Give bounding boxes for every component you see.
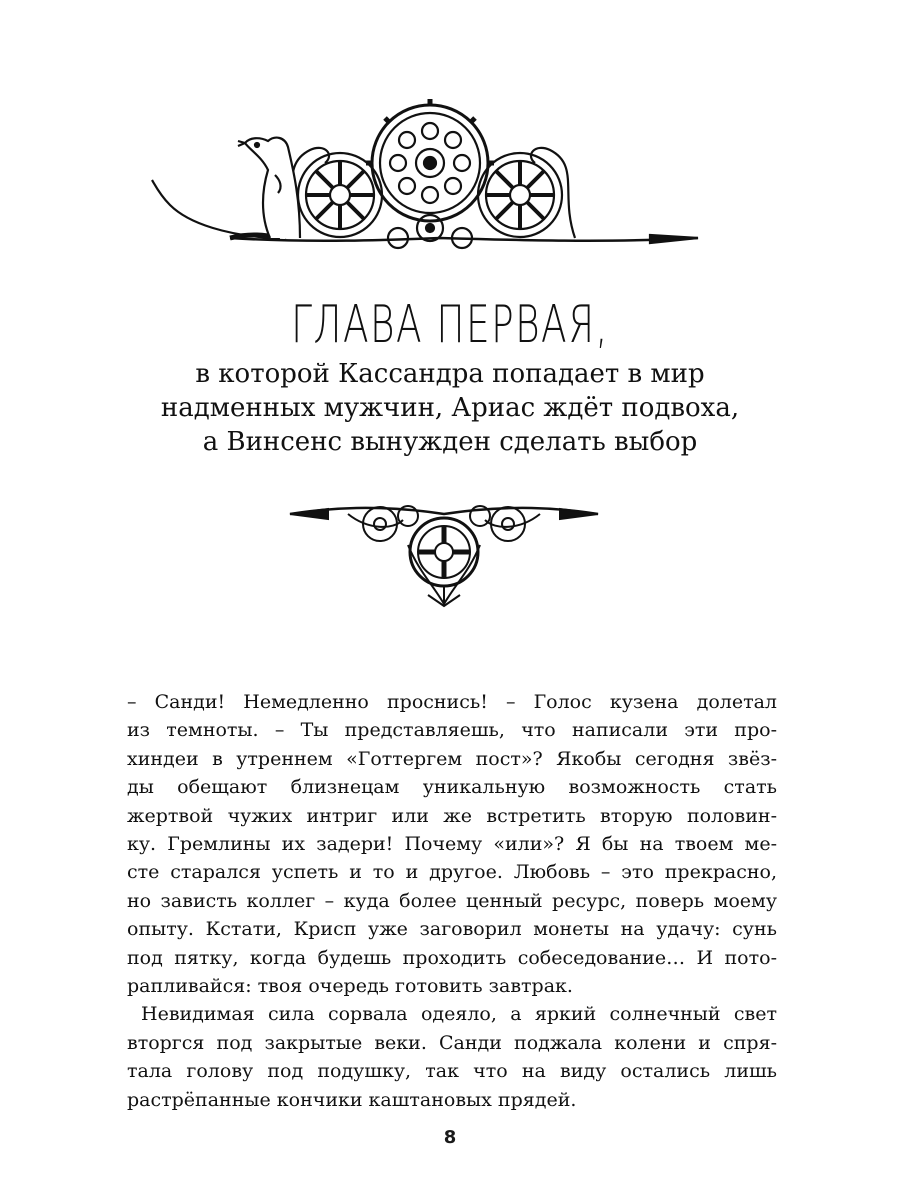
chapter-subtitle [0,357,900,459]
text-line: растрёпанные кончики каштановых прядей. [127,1088,577,1111]
chapter-title: ГЛАВА ПЕРВАЯ, [291,295,609,355]
text-line: хиндеи в утреннем «Готтергем пост»? Якобы сегодня звёз- [127,747,777,770]
chapter-subtitle-line: в которой Кассандра попадает в мир [195,359,705,389]
text-line: жертвой чужих интриг или же встретить вторую половин- [127,804,777,827]
text-line: тала голову под подушку, так что на виду остались лишь [127,1060,777,1083]
text-line: опыту. Кстати, Крисп уже заговорил монеты на удачу: сунь [127,918,777,941]
page-number: 8 [443,1127,457,1148]
text-line: сте старался успеть и то и другое. Любовь – это прекрасно, [127,861,777,884]
text-line: рапливайся: твоя очередь готовить завтрак. [127,975,573,998]
chapter-subtitle-line: а Винсенс вынужден сделать выбор [202,427,698,457]
chapter-subtitle-line: надменных мужчин, Ариас ждёт подвоха, [160,393,740,423]
gears-vignette-icon [288,500,600,610]
text-line: под пятку, когда будешь проходить собеседование… И пото- [127,946,777,969]
text-line: – Санди! Немедленно проснись! – Голос кузена долетал [127,691,777,713]
text-line: ку. Гремлины их задери! Почему «или»? Я бы на твоем ме- [127,833,777,856]
text-line: но зависть коллег – куда более ценный ресурс, поверь моему [127,889,777,912]
text-line: Невидимая сила сорвала одеяло, а яркий солнечный свет [141,1003,777,1026]
text-line: из темноты. – Ты представляешь, что написали эти про- [127,719,777,742]
body-text [127,688,777,1114]
rat-and-gears-ornament-icon [150,95,710,265]
text-line: вторгся под закрытые веки. Санди поджала колени и спря- [127,1031,777,1054]
text-line: ды обещают близнецам уникальную возможность стать [127,776,777,799]
